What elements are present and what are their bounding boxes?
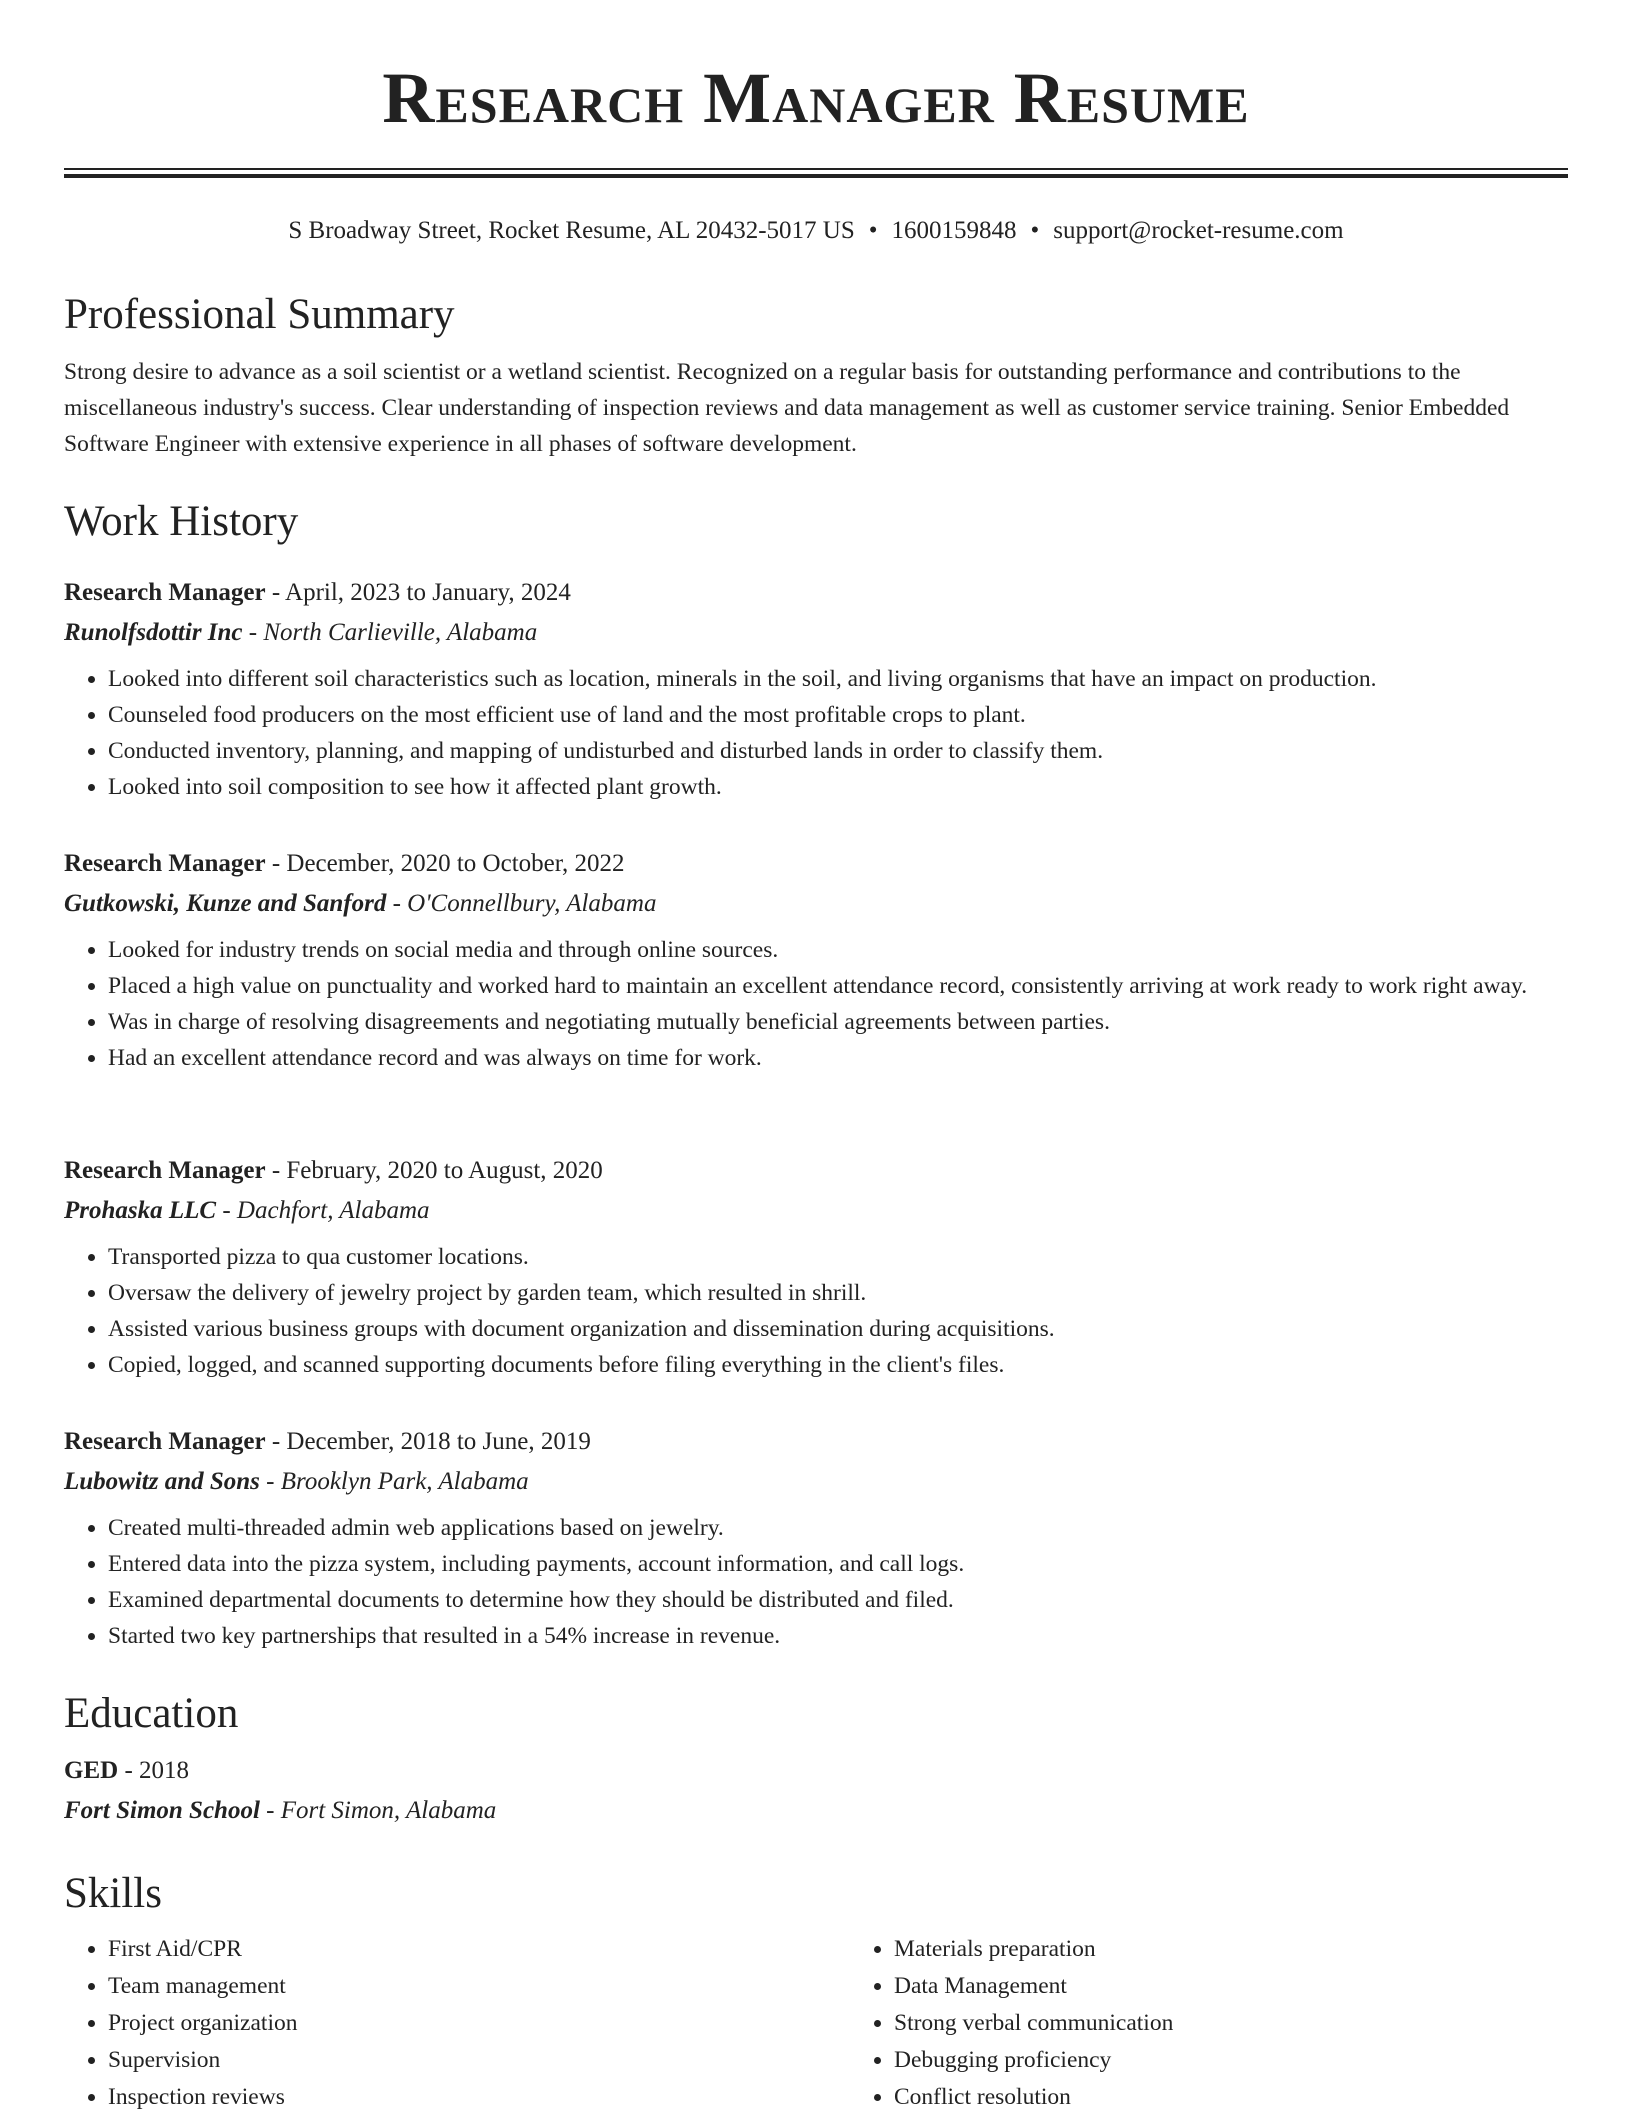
job-header — [64, 575, 1568, 611]
education-school-line — [64, 1793, 1568, 1829]
education-degree: GED — [64, 1757, 119, 1784]
job-dates: - December, 2018 to June, 2019 — [271, 1428, 591, 1455]
job-header — [64, 846, 1568, 882]
job-dates: - December, 2020 to October, 2022 — [271, 850, 625, 877]
job-dates: - April, 2023 to January, 2024 — [271, 579, 571, 606]
job-entry — [64, 575, 1568, 805]
skills-section — [64, 1869, 1568, 2112]
list-item: • Looked for industry trends on social media and through online sources. — [108, 932, 1568, 968]
list-item: • Counseled food producers on the most efficient use of land and the most profitable crops to plant. — [108, 697, 1568, 733]
education-school: Fort Simon School — [64, 1797, 260, 1824]
job-bullets — [64, 932, 1568, 1076]
list-item: • Was in charge of resolving disagreements and negotiating mutually beneficial agreements between parties. — [108, 1004, 1568, 1040]
resume-page — [64, 0, 1568, 2110]
job-company-line — [64, 1193, 1568, 1229]
list-item: • Materials preparation — [894, 1931, 1632, 1968]
list-item: • Team management — [108, 1968, 850, 2005]
work-history-heading: Work History — [64, 498, 299, 545]
list-item: • Transported pizza to qua customer locations. — [108, 1239, 1568, 1275]
education-heading: Education — [64, 1690, 239, 1737]
job-entry — [64, 846, 1568, 1076]
job-location: - North Carlieville, Alabama — [248, 619, 538, 646]
summary-section — [64, 290, 1568, 462]
job-header — [64, 1424, 1568, 1460]
page-title: Research Manager Resume — [382, 58, 1250, 138]
contact-separator: • — [868, 217, 878, 244]
education-year: - 2018 — [124, 1757, 190, 1784]
job-company: Gutkowski, Kunze and Sanford — [64, 890, 387, 917]
job-company: Runolfsdottir Inc — [64, 619, 243, 646]
list-item: • Oversaw the delivery of jewelry project by garden team, which resulted in shrill. — [108, 1275, 1568, 1311]
list-item: • First Aid/CPR — [108, 1931, 850, 1968]
job-header — [64, 1153, 1568, 1189]
list-item: • Copied, logged, and scanned supporting documents before filing everything in the client's files. — [108, 1347, 1568, 1383]
job-company: Lubowitz and Sons — [64, 1468, 260, 1495]
job-bullets — [64, 661, 1568, 805]
job-bullets — [64, 1239, 1568, 1383]
job-company-line — [64, 886, 1568, 922]
job-company-line — [64, 1464, 1568, 1500]
job-bullets — [64, 1510, 1568, 1654]
contact-email[interactable]: support@rocket-resume.com — [1053, 217, 1344, 244]
list-item: • Project organization — [108, 2005, 850, 2042]
title-divider — [64, 168, 1568, 178]
skills-columns — [64, 1931, 1568, 2112]
contact-phone: 1600159848 — [891, 217, 1017, 244]
job-location: - Dachfort, Alabama — [222, 1197, 430, 1224]
summary-text: Strong desire to advance as a soil scientist or a wetland scientist. Recognized on a regular basis for outstanding performance and contributions to the miscellaneous industry's success. Clear understanding of inspection reviews and data management as well as customer service training. Senior Embedded Software Engineer with extensive experience in all phases of software development. — [64, 359, 1510, 457]
job-location: - Brooklyn Park, Alabama — [266, 1468, 529, 1495]
work-history-section — [64, 497, 1568, 547]
contact-line — [64, 214, 1568, 248]
job-location: - O'Connellbury, Alabama — [392, 890, 657, 917]
skills-list-left — [64, 1931, 850, 2112]
list-item: • Started two key partnerships that resulted in a 54% increase in revenue. — [108, 1618, 1568, 1654]
list-item: • Looked into soil composition to see how it affected plant growth. — [108, 769, 1568, 805]
list-item: • Conducted inventory, planning, and mapping of undisturbed and disturbed lands in order to classify them. — [108, 733, 1568, 769]
list-item: • Strong verbal communication — [894, 2005, 1632, 2042]
list-item: • Assisted various business groups with document organization and dissemination during acquisitions. — [108, 1311, 1568, 1347]
skills-heading: Skills — [64, 1870, 162, 1917]
contact-address: S Broadway Street, Rocket Resume, AL 20432-5017 US — [288, 217, 855, 244]
job-entry — [64, 1153, 1568, 1383]
job-title: Research Manager — [64, 850, 266, 877]
list-item: • Debugging proficiency — [894, 2042, 1632, 2079]
list-item: • Data Management — [894, 1968, 1632, 2005]
list-item: • Conflict resolution — [894, 2079, 1632, 2112]
list-item: • Supervision — [108, 2042, 850, 2079]
education-location: - Fort Simon, Alabama — [266, 1797, 497, 1824]
list-item: • Entered data into the pizza system, including payments, account information, and call logs. — [108, 1546, 1568, 1582]
job-entry — [64, 1424, 1568, 1654]
list-item: • Examined departmental documents to determine how they should be distributed and filed. — [108, 1582, 1568, 1618]
job-title: Research Manager — [64, 1157, 266, 1184]
job-company-line — [64, 615, 1568, 651]
job-title: Research Manager — [64, 1428, 266, 1455]
job-company: Prohaska LLC — [64, 1197, 217, 1224]
job-dates: - February, 2020 to August, 2020 — [271, 1157, 603, 1184]
job-title: Research Manager — [64, 579, 266, 606]
education-degree-line — [64, 1753, 1568, 1789]
education-section — [64, 1689, 1568, 1829]
list-item: • Had an excellent attendance record and was always on time for work. — [108, 1040, 1568, 1076]
list-item: • Created multi-threaded admin web applications based on jewelry. — [108, 1510, 1568, 1546]
skills-list-right — [850, 1931, 1632, 2112]
contact-separator: • — [1030, 217, 1040, 244]
summary-heading: Professional Summary — [64, 291, 455, 338]
list-item: • Looked into different soil characteristics such as location, minerals in the soil, and living organisms that have an impact on production. — [108, 661, 1568, 697]
list-item: • Inspection reviews — [108, 2079, 850, 2112]
list-item: • Placed a high value on punctuality and worked hard to maintain an excellent attendance record, consistently arriving at work ready to work right away. — [108, 968, 1568, 1004]
